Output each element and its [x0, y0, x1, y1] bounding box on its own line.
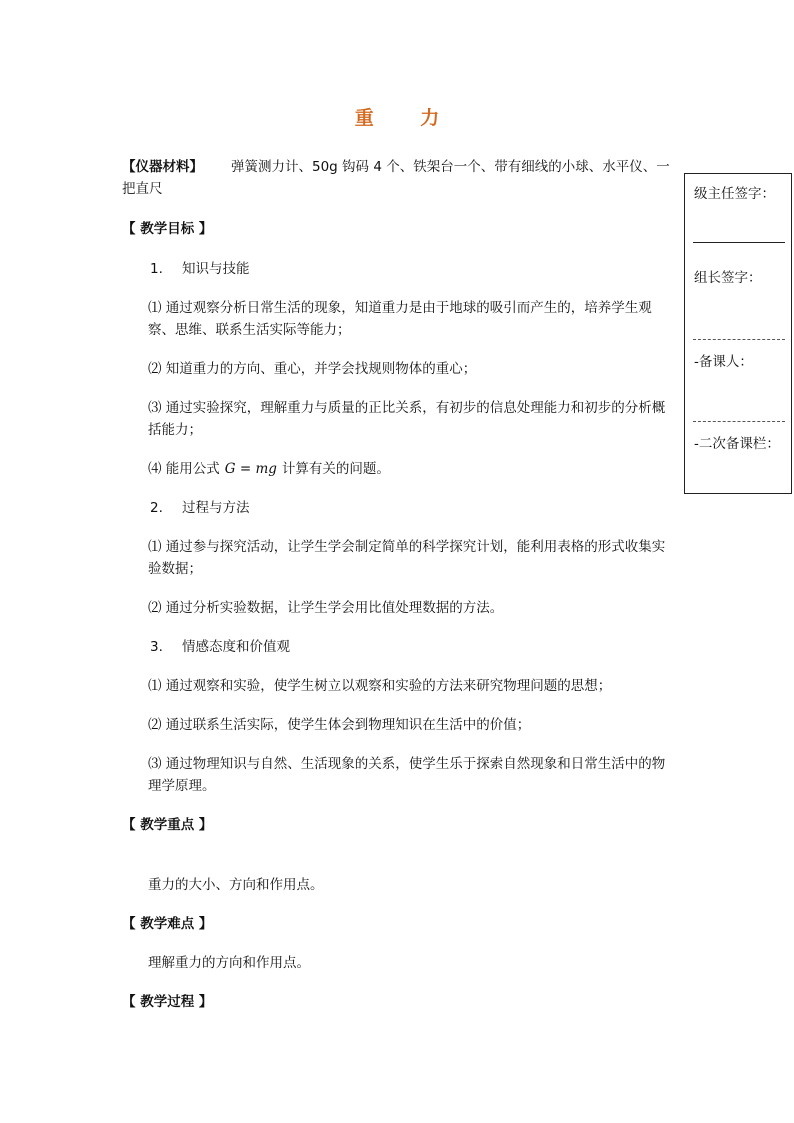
key-points-text: 重力的大小、方向和作用点。 [148, 877, 324, 893]
objective-item: ⑵ 通过分析实验数据，让学生学会用比值处理数据的方法。 [148, 600, 504, 616]
materials-text: 弹簧测力计、50g 钩码 4 个、铁架台一个、带有细线的小球、水平仪、一把直尺 [122, 159, 670, 197]
objective-section-2-title [122, 497, 678, 519]
preparer-label: -备课人： [694, 354, 753, 370]
objective-section-3-title [122, 636, 678, 658]
grade-head-signature-line [693, 242, 785, 243]
difficulties-text: 理解重力的方向和作用点。 [148, 955, 310, 971]
sidebar-divider [693, 421, 785, 422]
objective-item: ⑶ 通过实验探究，理解重力与质量的正比关系，有初步的信息处理能力和初步的分析概括能力； [148, 400, 666, 438]
objective-item: ⑵ 通过联系生活实际，使学生体会到物理知识在生活中的价值； [148, 717, 531, 733]
section-number: 3. [150, 639, 163, 655]
section-number: 1. [150, 261, 163, 277]
objectives-heading: 【 教学目标 】 [122, 221, 213, 237]
section-title: 过程与方法 [182, 500, 250, 516]
section-title: 知识与技能 [182, 261, 250, 277]
section-number: 2. [150, 500, 163, 516]
formula-prefix: ⑷ 能用公式 [148, 461, 220, 477]
group-head-signature-label: 组长签字： [694, 270, 762, 286]
objective-item-formula [122, 458, 678, 480]
page-title: 重 力 [354, 107, 460, 129]
process-heading: 【 教学过程 】 [122, 994, 213, 1010]
key-points-heading: 【 教学重点 】 [122, 817, 213, 833]
objective-item: ⑶ 通过物理知识与自然、生活现象的关系，使学生乐于探索自然现象和日常生活中的物理学原理。 [148, 756, 666, 794]
lesson-plan-body [122, 156, 678, 1013]
approval-sidebar [684, 173, 792, 494]
objective-item: ⑴ 通过观察分析日常生活的现象，知道重力是由于地球的吸引而产生的，培养学生观察、思维、联系生活实际等能力； [148, 300, 652, 338]
sidebar-divider [693, 339, 785, 340]
materials-heading: 【仪器材料】 [122, 159, 203, 175]
second-prep-label: -二次备课栏： [694, 436, 780, 452]
formula-suffix: 计算有关的问题。 [281, 461, 390, 477]
objective-item: ⑴ 通过观察和实验，使学生树立以观察和实验的方法来研究物理问题的思想； [148, 678, 612, 694]
section-title: 情感态度和价值观 [182, 639, 290, 655]
gravity-formula: G = mg [224, 461, 277, 477]
objective-item: ⑴ 通过参与探究活动，让学生学会制定简单的科学探究计划，能利用表格的形式收集实验数据； [148, 539, 666, 577]
objective-section-1-title [122, 258, 678, 280]
materials-paragraph [122, 156, 678, 200]
grade-head-signature-label: 级主任签字： [694, 186, 775, 202]
difficulties-heading: 【 教学难点 】 [122, 916, 213, 932]
objective-item: ⑵ 知道重力的方向、重心，并学会找规则物体的重心； [148, 361, 477, 377]
